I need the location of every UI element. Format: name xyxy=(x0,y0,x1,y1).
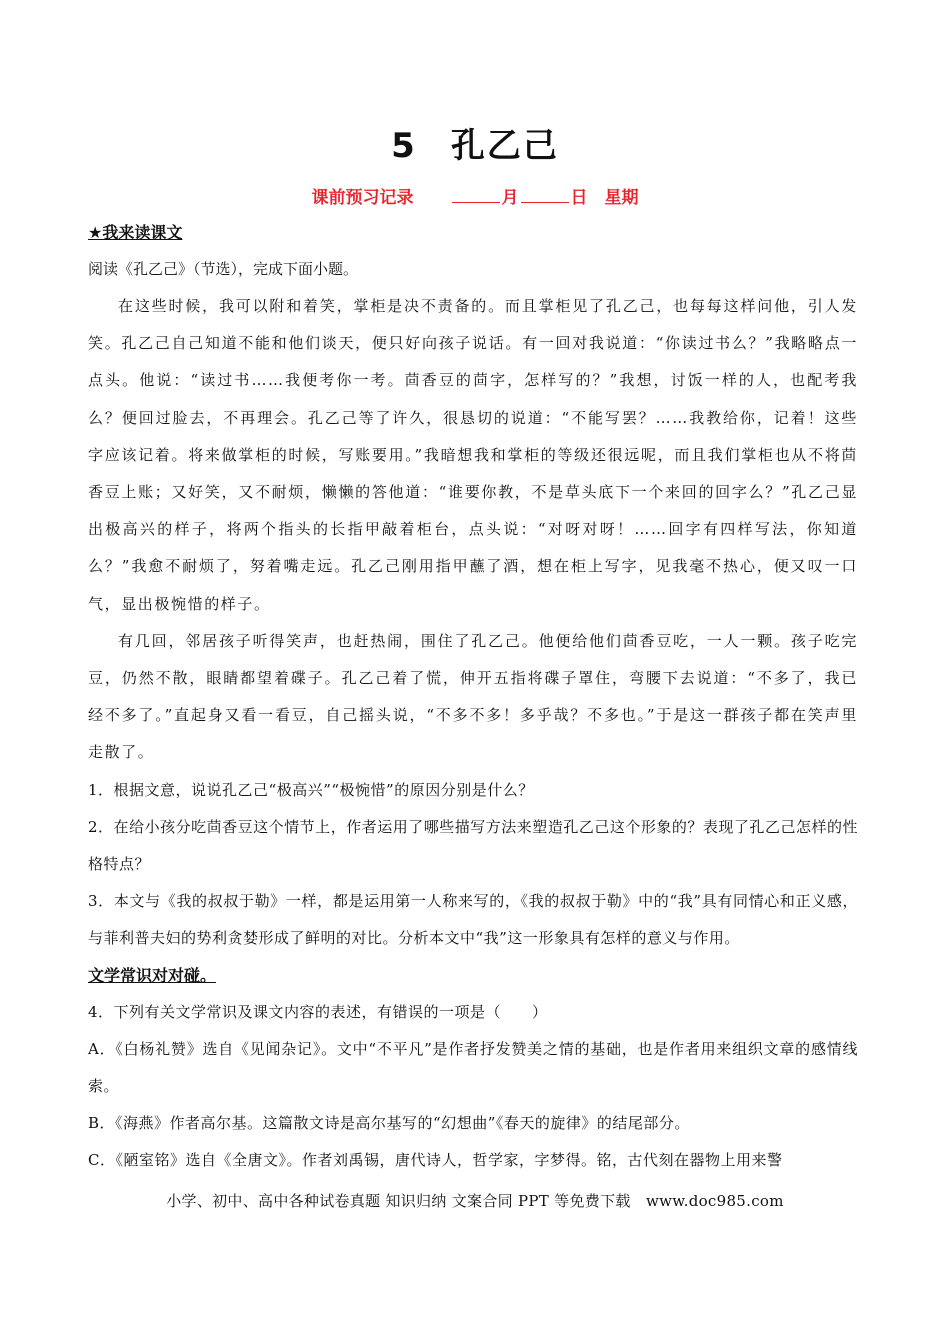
month-blank xyxy=(452,188,500,203)
weekday-label: 星期 xyxy=(604,188,639,208)
question-3: 3．本文与《我的叔叔于勒》一样，都是运用第一人称来写的，《我的叔叔于勒》中的“我”具有同情心和正义感，与菲利普夫妇的势利贪婪形成了鲜明的对比。分析本文中“我”这一形象具有怎样的意义与作用。 xyxy=(88,891,858,947)
footer-download-note: 小学、初中、高中各种试卷真题 知识归纳 文案合同 PPT 等免费下载 www.doc985.com xyxy=(166,1192,784,1210)
passage-paragraph-1: 在这些时候，我可以附和着笑，掌柜是决不责备的。而且掌柜见了孔乙己，也每每这样问他，引人发笑。孔乙己自己知道不能和他们谈天，便只好向孩子说话。有一回对我说道：“你读过书么？”我略略点一点头。他说：“读过书……我便考你一考。茴香豆的茴字，怎样写的？”我想，讨饭一样的人，也配考我么？便回过脸去，不再理会。孔乙己等了许久，很恳切的说道：“不能写罢？……我教给你，记着！这些字应该记着。将来做掌柜的时候，写账要用。”我暗想我和掌柜的等级还很远呢，而且我们掌柜也从不将茴香豆上账；又好笑，又不耐烦，懒懒的答他道：“谁要你教，不是草头底下一个来回的回字么？”孔乙己显出极高兴的样子，将两个指头的长指甲敲着柜台，点头说：“对呀对呀！……回字有四样写法，你知道么？”我愈不耐烦了，努着嘴走远。孔乙己刚用指甲蘸了酒，想在柜上写字，见我毫不热心，便又叹一口气，显出极惋惜的样子。 xyxy=(88,297,858,613)
question-2: 2．在给小孩分吃茴香豆这个情节上，作者运用了哪些描写方法来塑造孔乙己这个形象的？表现了孔乙己怎样的性格特点？ xyxy=(88,817,858,873)
option-a: A．《白杨礼赞》选自《见闻杂记》。文中“不平凡”是作者抒发赞美之情的基础，也是作者用来组织文章的感情线索。 xyxy=(88,1039,858,1095)
day-blank xyxy=(521,188,569,203)
preview-record-line xyxy=(0,183,950,208)
option-b: B．《海燕》作者高尔基。这篇散文诗是高尔基写的“幻想曲”《春天的旋律》的结尾部分。 xyxy=(88,1113,690,1132)
section-heading-literature: 文学常识对对碰。 xyxy=(88,965,217,985)
section-heading-reading: ★我来读课文 xyxy=(88,223,183,242)
option-c: C．《陋室铭》选自《全唐文》。作者刘禹锡，唐代诗人，哲学家，字梦得。铭，古代刻在器物上用来警 xyxy=(88,1150,783,1169)
lesson-number: 5 xyxy=(391,126,417,166)
page-title xyxy=(0,118,950,167)
passage-paragraph-2: 有几回，邻居孩子听得笑声，也赶热闹，围住了孔乙己。他便给他们茴香豆吃，一人一颗。孩子吃完豆，仍然不散，眼睛都望着碟子。孔乙己着了慌，伸开五指将碟子罩住，弯腰下去说道：“不多了，我已经不多了。”直起身又看一看豆，自己摇头说，“不多不多！多乎哉？不多也。”于是这一群孩子都在笑声里走散了。 xyxy=(88,631,858,762)
lesson-title: 孔乙己 xyxy=(450,126,559,166)
question-1: 1．根据文意，说说孔乙己“极高兴”“极惋惜”的原因分别是什么？ xyxy=(88,780,534,799)
month-label: 月 xyxy=(501,188,519,208)
day-label: 日 xyxy=(570,188,588,208)
main-content xyxy=(88,214,858,1179)
question-4: 4．下列有关文学常识及课文内容的表述，有错误的一项是（ ） xyxy=(88,1002,548,1021)
preview-record-label: 课前预习记录 xyxy=(311,188,414,208)
reading-intro: 阅读《孔乙己》（节选），完成下面小题。 xyxy=(88,260,359,278)
